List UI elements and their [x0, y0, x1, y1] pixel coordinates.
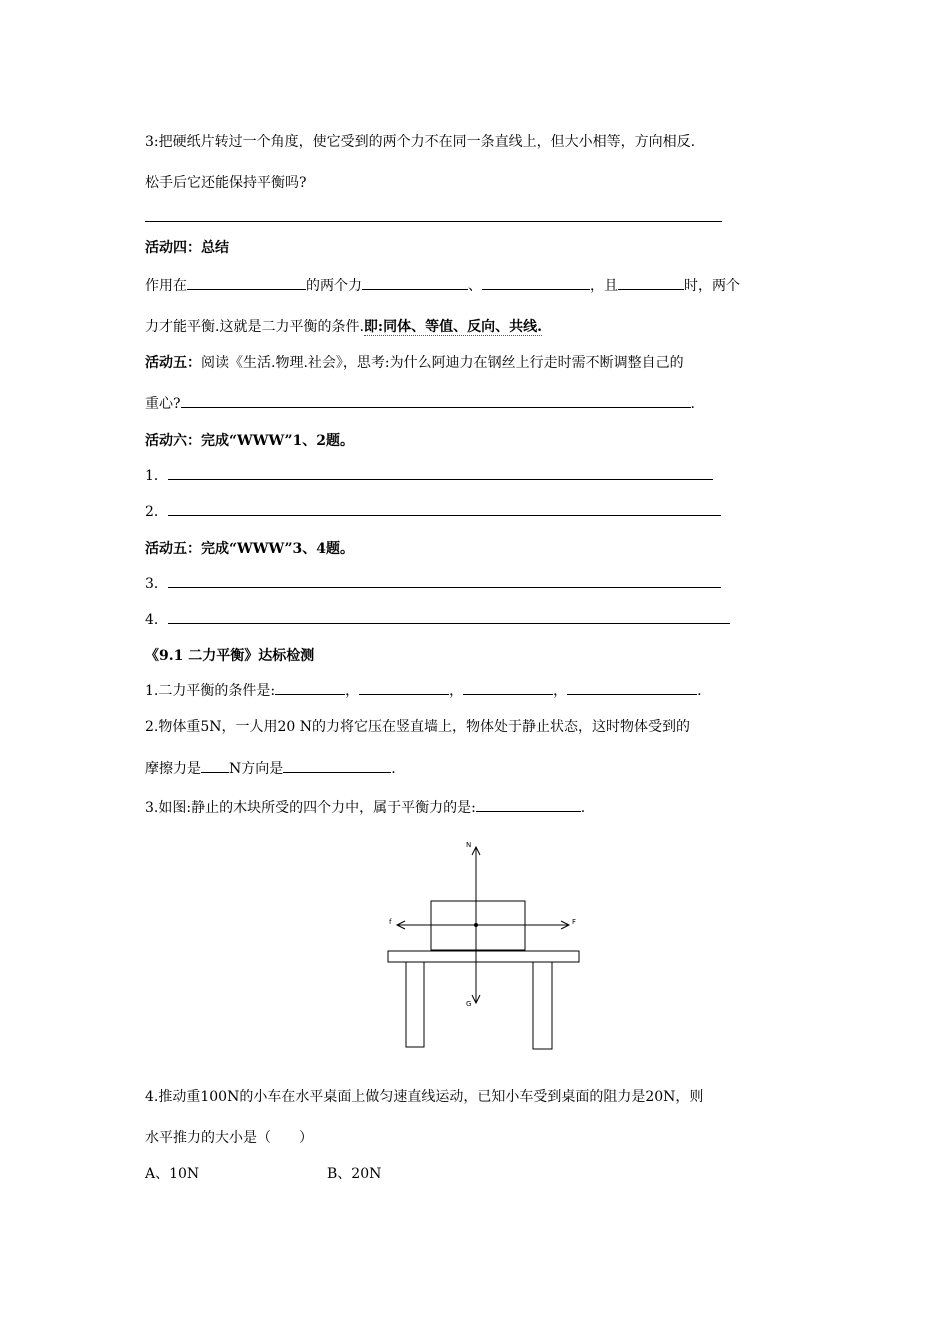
activity4-line1 — [145, 275, 740, 295]
activity5a-line2-suffix: . — [690, 396, 695, 412]
label-F: F — [572, 918, 577, 926]
item2-label: 2． — [145, 504, 168, 520]
blank-line[interactable] — [618, 275, 684, 290]
t1-prefix: 1.二力平衡的条件是: — [145, 683, 276, 699]
test-q2-line2 — [145, 758, 396, 778]
table-leg-right — [533, 962, 552, 1049]
activity5a-line1 — [145, 352, 684, 372]
activity4-mid1: 的两个力 — [306, 278, 362, 294]
blank-object[interactable] — [187, 275, 306, 290]
t2-line2-a: 摩擦力是 — [145, 761, 201, 777]
answer-item-2 — [145, 501, 721, 521]
blank-item-2[interactable] — [168, 501, 721, 516]
item1-label: 1． — [145, 468, 168, 484]
t1-end: . — [697, 683, 702, 699]
t3-end: . — [580, 800, 586, 816]
blank-t1-d[interactable] — [567, 680, 697, 695]
item3-label: 3． — [145, 576, 168, 592]
activity4-line2-text: 力才能平衡.这就是二力平衡的条件. — [145, 319, 364, 335]
force-diagram — [385, 840, 585, 1055]
activity5b-title: 活动五：完成“WWW”3、4题。 — [145, 541, 355, 557]
activity5a-label: 活动五： — [145, 355, 201, 371]
q3-text-line2: 松手后它还能保持平衡吗? — [145, 175, 307, 191]
blank-item-3[interactable] — [168, 573, 721, 588]
test-q3 — [145, 797, 585, 817]
blank-item-1[interactable] — [168, 465, 713, 480]
blank-t1-b[interactable] — [359, 680, 449, 695]
option-b[interactable]: B、20N — [327, 1166, 382, 1182]
label-f: f — [389, 918, 392, 926]
test-q2-line1: 2.物体重5N，一人用20 N的力将它压在竖直墙上，物体处于静止状态，这时物体受到的 — [145, 719, 691, 735]
activity4-mid3: 时，两个 — [684, 278, 740, 294]
t3-prefix: 3.如图:静止的木块所受的四个力中，属于平衡力的是: — [145, 800, 476, 816]
blank-t1-c[interactable] — [463, 680, 553, 695]
blank-t1-a[interactable] — [275, 680, 345, 695]
activity4-sep: 、 — [468, 278, 482, 294]
test-q4-line1: 4.推动重100N的小车在水平桌面上做匀速直线运动，已知小车受到桌面的阻力是20N，则 — [145, 1089, 704, 1105]
table-top — [388, 951, 579, 962]
activity5a-line2 — [145, 393, 695, 413]
answer-item-4 — [145, 609, 730, 629]
t2-line2-b: N方向是 — [229, 761, 284, 777]
activity4-line2 — [145, 316, 542, 336]
t2-end: . — [391, 761, 396, 777]
answer-item-3 — [145, 573, 721, 593]
activity4-prefix: 作用在 — [145, 278, 187, 294]
q3-text-line1: 3:把硬纸片转过一个角度，使它受到的两个力不在同一条直线上，但大小相等，方向相反. — [145, 134, 696, 150]
answer-line-q3[interactable] — [145, 221, 722, 222]
table-leg-left — [406, 962, 424, 1047]
t1-sep-1: ， — [345, 683, 360, 699]
blank-t2-friction[interactable] — [201, 758, 229, 773]
t1-sep-2: ， — [449, 683, 464, 699]
activity4-mid2: ，且 — [590, 278, 618, 294]
label-G: G — [466, 1000, 472, 1008]
blank-t3[interactable] — [476, 797, 581, 812]
blank-center-of-gravity[interactable] — [181, 393, 691, 408]
blank-item-4[interactable] — [168, 609, 730, 624]
option-a[interactable]: A、10N — [145, 1166, 200, 1182]
test-q1 — [145, 680, 702, 700]
test-title: 《9.1 二力平衡》达标检测 — [145, 648, 315, 664]
activity6-title: 活动六：完成“WWW”1、2题。 — [145, 433, 355, 449]
center-point — [474, 923, 478, 927]
label-N: N — [466, 841, 472, 849]
item4-label: 4． — [145, 612, 168, 628]
blank-direction[interactable] — [482, 275, 590, 290]
activity5a-text: 阅读《生活.物理.社会》，思考:为什么阿迪力在钢丝上行走时需不断调整自己的 — [201, 355, 684, 371]
activity4-line2-bold: 即:同体、等值、反向、共线. — [363, 319, 542, 335]
t1-sep-3: ， — [553, 683, 568, 699]
activity4-title: 活动四：总结 — [145, 240, 229, 256]
answer-item-1 — [145, 465, 713, 485]
activity5a-line2-prefix: 重心? — [145, 396, 181, 412]
test-q4-line2: 水平推力的大小是（ ） — [145, 1130, 313, 1146]
blank-magnitude[interactable] — [362, 275, 468, 290]
blank-t2-direction[interactable] — [283, 758, 391, 773]
